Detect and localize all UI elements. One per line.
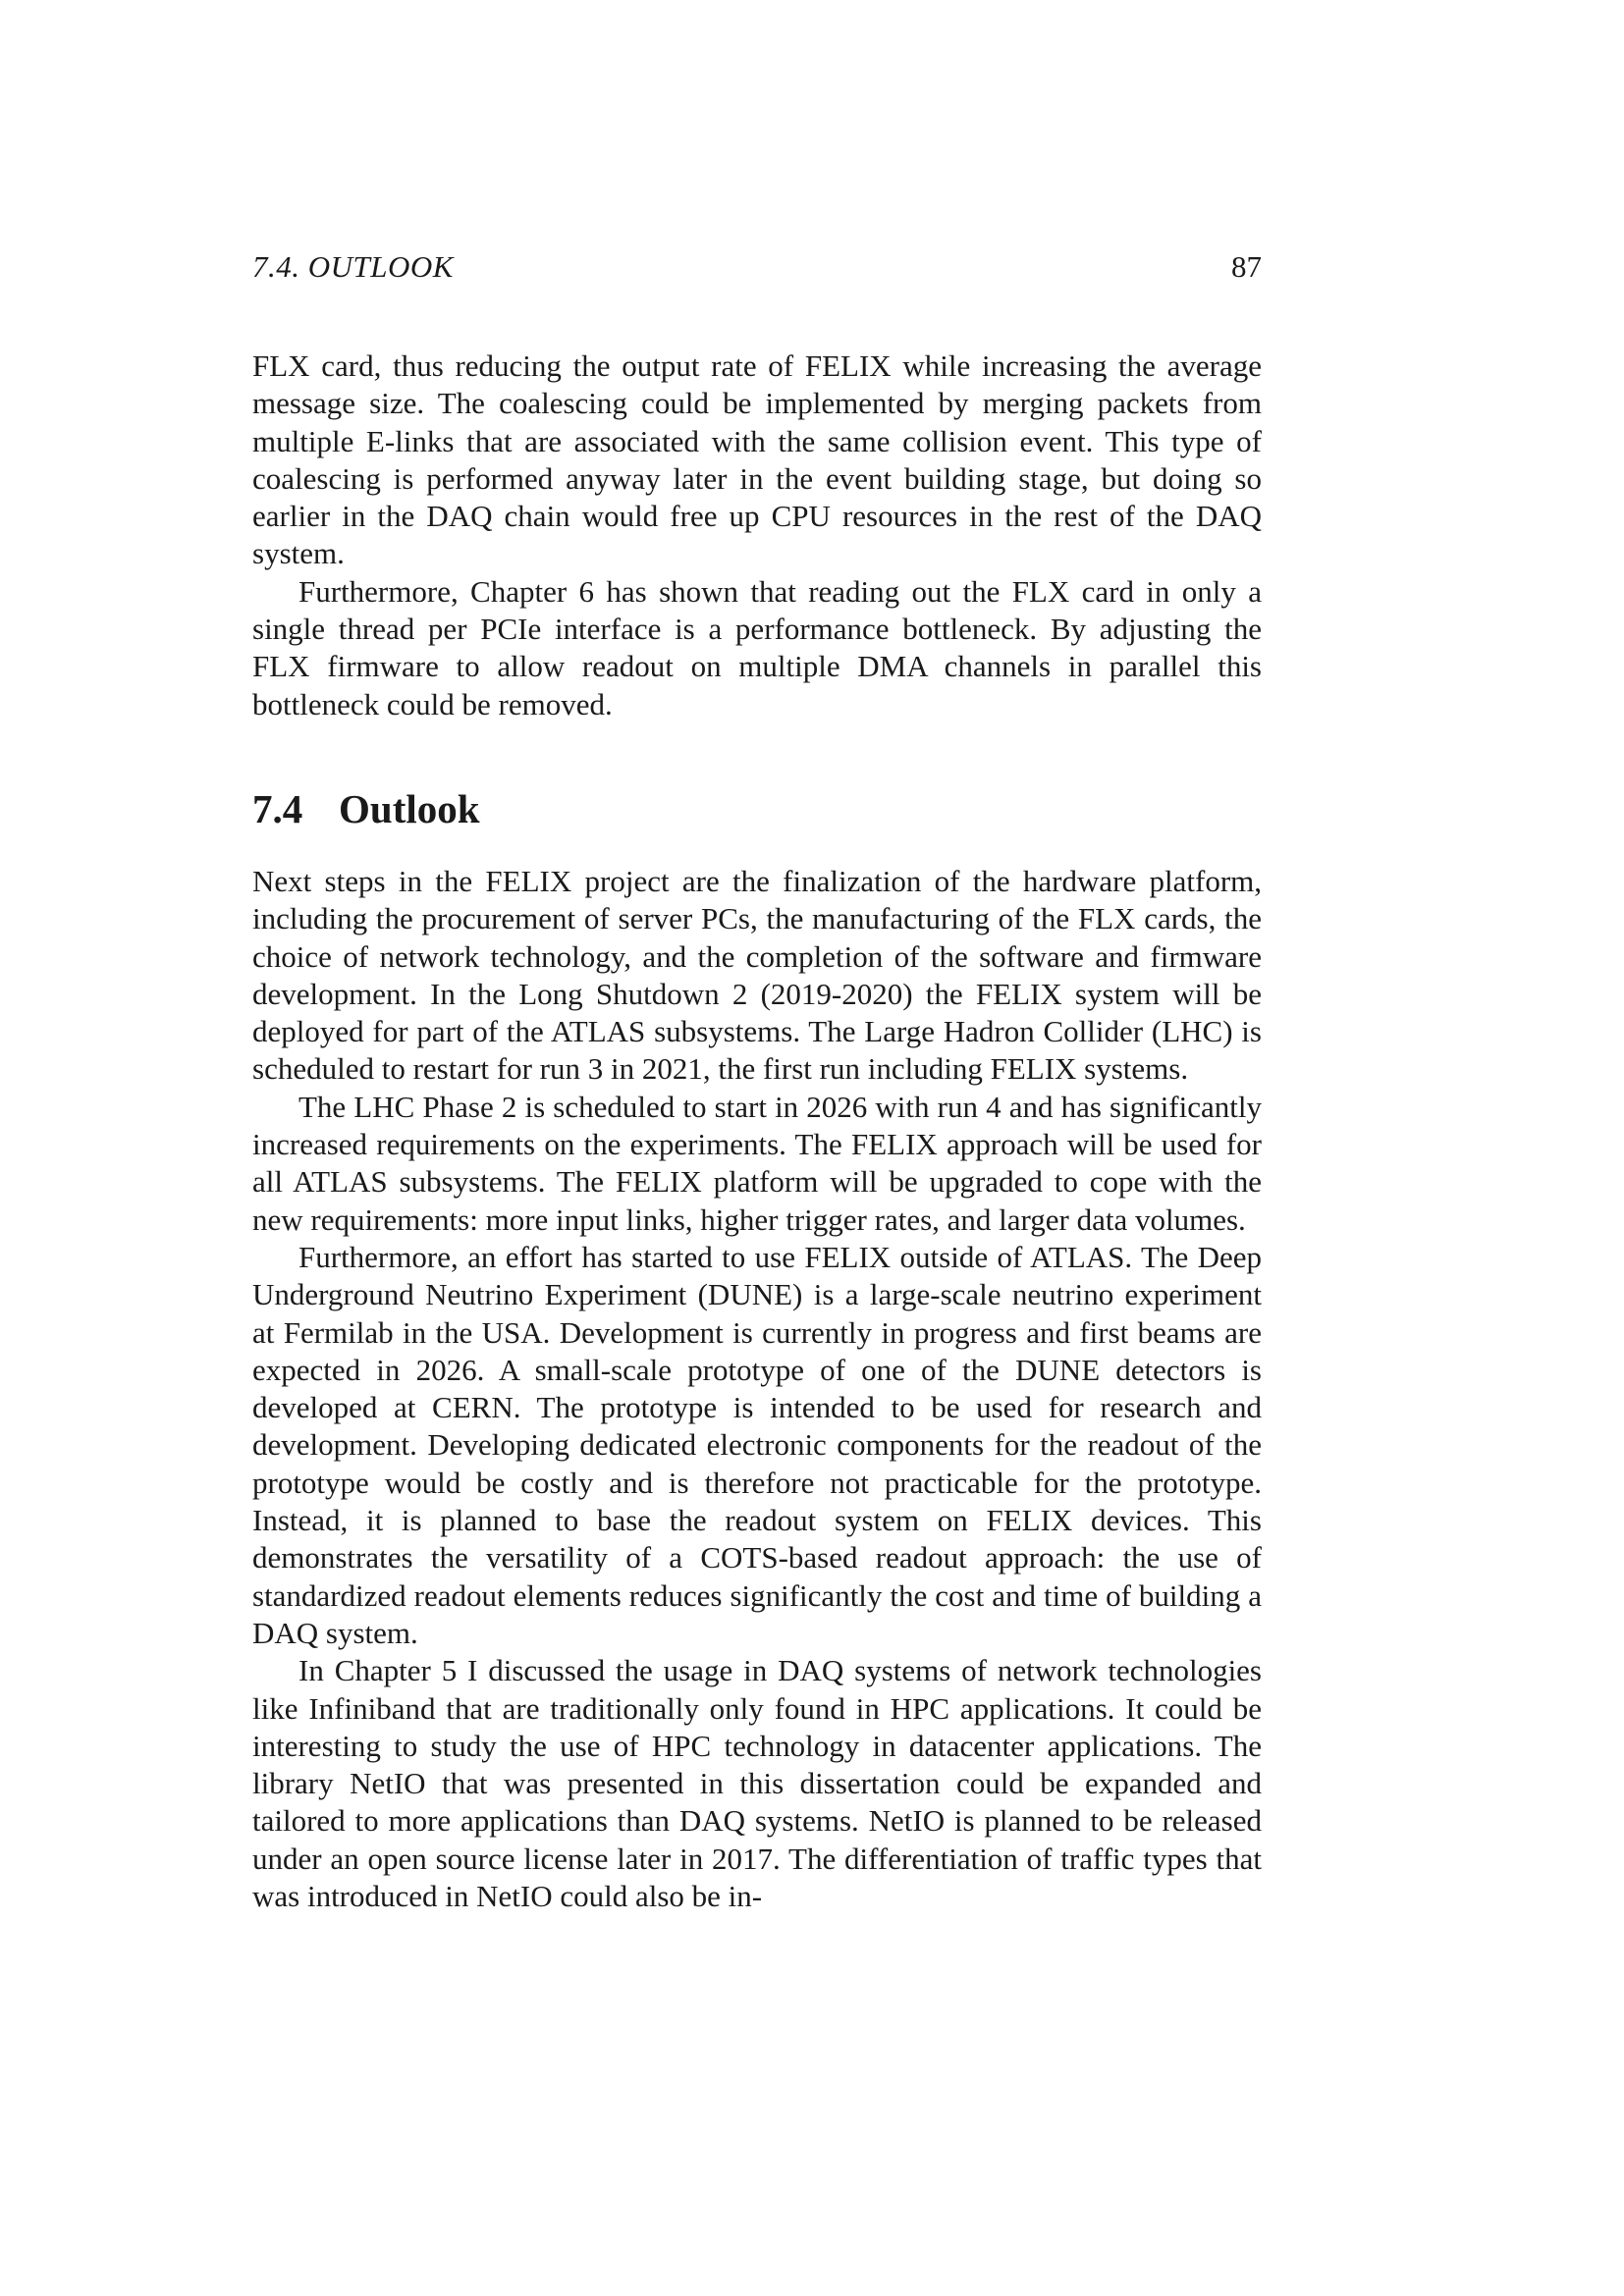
body-paragraph: Furthermore, Chapter 6 has shown that reading out the FLX card in only a single thread per PCIe interface is a performance bottleneck. By adjusting the FLX firmware to allow readout on multiple DMA channels in parallel this bottleneck could be removed.: [252, 573, 1262, 721]
body-paragraph: Next steps in the FELIX project are the finalization of the hardware platform, including the procurement of server PCs, the manufacturing of the FLX cards, the choice of network technology, and the completion of the software and firmware development. In the Long Shutdown 2 (2019-2020) the FELIX system will be deployed for part of the ATLAS subsystems. The Large Hadron Collider (LHC) is scheduled to restart for run 3 in 2021, the first run including FELIX systems.: [252, 864, 1262, 1087]
body-paragraph: Furthermore, an effort has started to use FELIX outside of ATLAS. The Deep Underground Neutrino Experiment (DUNE) is a large-scale neutrino experiment at Fermilab in the USA. Development is currently in progress and first beams are expected in 2026. A small-scale prototype of one of the DUNE detectors is developed at CERN. The prototype is intended to be used for research and development. Developing dedicated electronic components for the readout of the prototype would be costly and is therefore not practicable for the prototype. Instead, it is planned to base the readout system on FELIX devices. This demonstrates the versatility of a COTS-based readout approach: the use of standardized readout elements reduces significantly the cost and time of building a DAQ system.: [252, 1239, 1262, 1650]
section-heading: [252, 783, 480, 834]
running-header: [252, 247, 1262, 287]
section-title: Outlook: [339, 786, 480, 831]
body-paragraph: FLX card, thus reducing the output rate of FELIX while increasing the average message size. The coalescing could be implemented by merging packets from multiple E-links that are associated with the same collision event. This type of coalescing is performed anyway later in the event building stage, but doing so earlier in the DAQ chain would free up CPU resources in the rest of the DAQ system.: [252, 348, 1262, 571]
running-header-section: 7.4. OUTLOOK: [252, 249, 454, 284]
page-number: 87: [1231, 249, 1262, 284]
continued-text-block: [252, 347, 1262, 723]
section-number: 7.4: [252, 786, 303, 831]
body-paragraph: The LHC Phase 2 is scheduled to start in 2026 with run 4 and has significantly increased requirements on the experiments. The FELIX approach will be used for all ATLAS subsystems. The FELIX platform will be upgraded to cope with the new requirements: more input links, higher trigger rates, and larger data volumes.: [252, 1089, 1262, 1237]
body-paragraph: In Chapter 5 I discussed the usage in DAQ systems of network technologies like Infiniband that are traditionally only found in HPC applications. It could be interesting to study the use of HPC technology in datacenter applications. The library NetIO that was presented in this dissertation could be expanded and tailored to more applications than DAQ systems. NetIO is planned to be released under an open source license later in 2017. The differentiation of traffic types that was introduced in NetIO could also be in-: [252, 1653, 1262, 1914]
outlook-text-block: [252, 863, 1262, 1915]
